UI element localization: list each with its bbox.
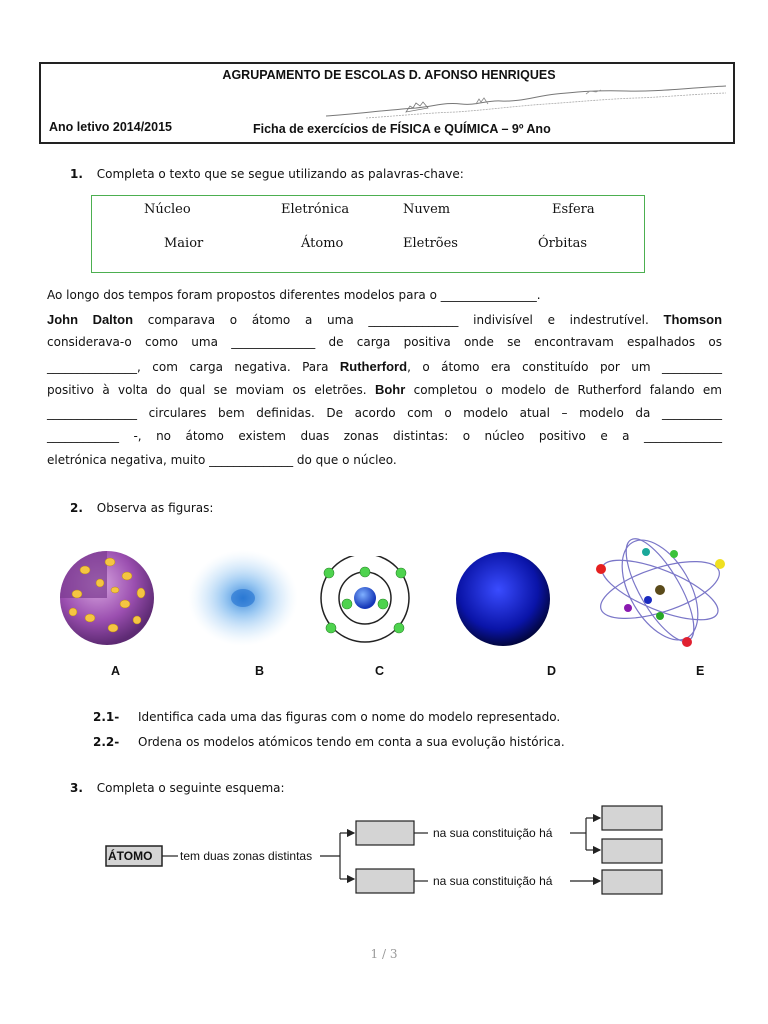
- scheme-branch-label: na sua constituição há: [433, 826, 553, 840]
- question-number: 2.: [70, 501, 83, 515]
- paragraph-text: considerava-o como uma ______________ de carga positiva onde se encontravam espalhados os: [47, 335, 722, 349]
- figure-label: A: [111, 664, 121, 678]
- paragraph-text: eletrónica negativa, muito ______________ do que o núcleo.: [47, 452, 397, 467]
- question-number: 3.: [70, 781, 83, 795]
- paragraph-line: [47, 402, 722, 426]
- scheme-root-link: tem duas zonas distintas: [180, 849, 313, 863]
- figure-a-plum-pudding: [55, 548, 160, 648]
- landscape-sketch: [326, 82, 726, 122]
- keyword: Núcleo: [144, 202, 191, 217]
- school-name: AGRUPAMENTO DE ESCOLAS D. AFONSO HENRIQUES: [222, 68, 556, 82]
- paragraph-line: [47, 425, 722, 449]
- figure-c-bohr-model: [313, 556, 418, 646]
- figure-label: C: [375, 664, 385, 678]
- subquestion-2-1: 2.1- Identifica cada uma das figuras com o nome do modelo representado.: [93, 710, 561, 724]
- figure-d-solid-sphere: [454, 550, 552, 648]
- question-text: Observa as figuras:: [96, 501, 214, 515]
- question-3: [70, 781, 285, 795]
- keyword: Eletrões: [403, 236, 458, 251]
- question-1: [70, 167, 464, 181]
- scheme-root-label: ÁTOMO: [108, 849, 153, 863]
- paragraph-line: [47, 308, 722, 332]
- keyword: Maior: [164, 236, 204, 251]
- question-2: [70, 501, 213, 515]
- question-text: Completa o texto que se segue utilizando as palavras-chave:: [96, 167, 464, 181]
- paragraph-line: [47, 449, 722, 473]
- school-year: Ano letivo 2014/2015: [49, 120, 172, 134]
- header-box: [39, 62, 735, 144]
- subquestion-2-2: 2.2- Ordena os modelos atómicos tendo em conta a sua evolução histórica.: [93, 735, 565, 749]
- paragraph-text: _______________ circulares bem definidas. De acordo com o modelo atual – modelo da __________: [47, 405, 722, 420]
- paragraph-line: [47, 378, 722, 402]
- question-text: Completa o seguinte esquema:: [96, 781, 285, 795]
- page-number: 1 / 3: [370, 947, 398, 961]
- figure-b-electron-cloud: [188, 548, 298, 648]
- keyword: Órbitas: [538, 236, 587, 251]
- paragraph-text: ____________ -, no átomo existem duas zonas distintas: o núcleo positivo e a _____________: [47, 429, 722, 443]
- fill-in-paragraph: [47, 284, 722, 472]
- paragraph-text: comparava o átomo a uma _______________ indivisível e indestrutível.: [133, 312, 664, 327]
- scientist-name: Rutherford: [339, 358, 408, 374]
- keyword: Esfera: [552, 202, 595, 217]
- scheme-branch-label: na sua constituição há: [433, 874, 553, 888]
- figure-label: E: [696, 664, 705, 678]
- keyword: Eletrónica: [281, 202, 350, 217]
- paragraph-text: positivo à volta do qual se moviam os eletrões.: [47, 383, 375, 397]
- figure-e-rutherford-model: [592, 524, 732, 649]
- scientist-name: John Dalton: [47, 311, 134, 327]
- paragraph-line: [47, 284, 722, 308]
- figure-label: B: [255, 664, 265, 678]
- sheet-title: Ficha de exercícios de FÍSICA e QUÍMICA – 9º Ano: [253, 122, 551, 136]
- keyword: Nuvem: [403, 202, 451, 217]
- keyword: Átomo: [301, 236, 344, 251]
- scientist-name: Bohr: [374, 382, 406, 397]
- scientist-name: Thomson: [663, 311, 723, 327]
- question-number: 1.: [70, 167, 83, 181]
- paragraph-line: [47, 355, 722, 379]
- figure-label: D: [547, 664, 557, 678]
- paragraph-text: , o átomo era constituído por um __________: [407, 359, 723, 374]
- paragraph-line: [47, 331, 722, 355]
- paragraph-text: Ao longo dos tempos foram propostos diferentes modelos para o ________________.: [47, 288, 541, 302]
- paragraph-text: completou o modelo de Rutherford falando em: [405, 383, 722, 397]
- paragraph-text: _______________, com carga negativa. Para: [47, 359, 340, 374]
- keyword-box: [91, 195, 645, 273]
